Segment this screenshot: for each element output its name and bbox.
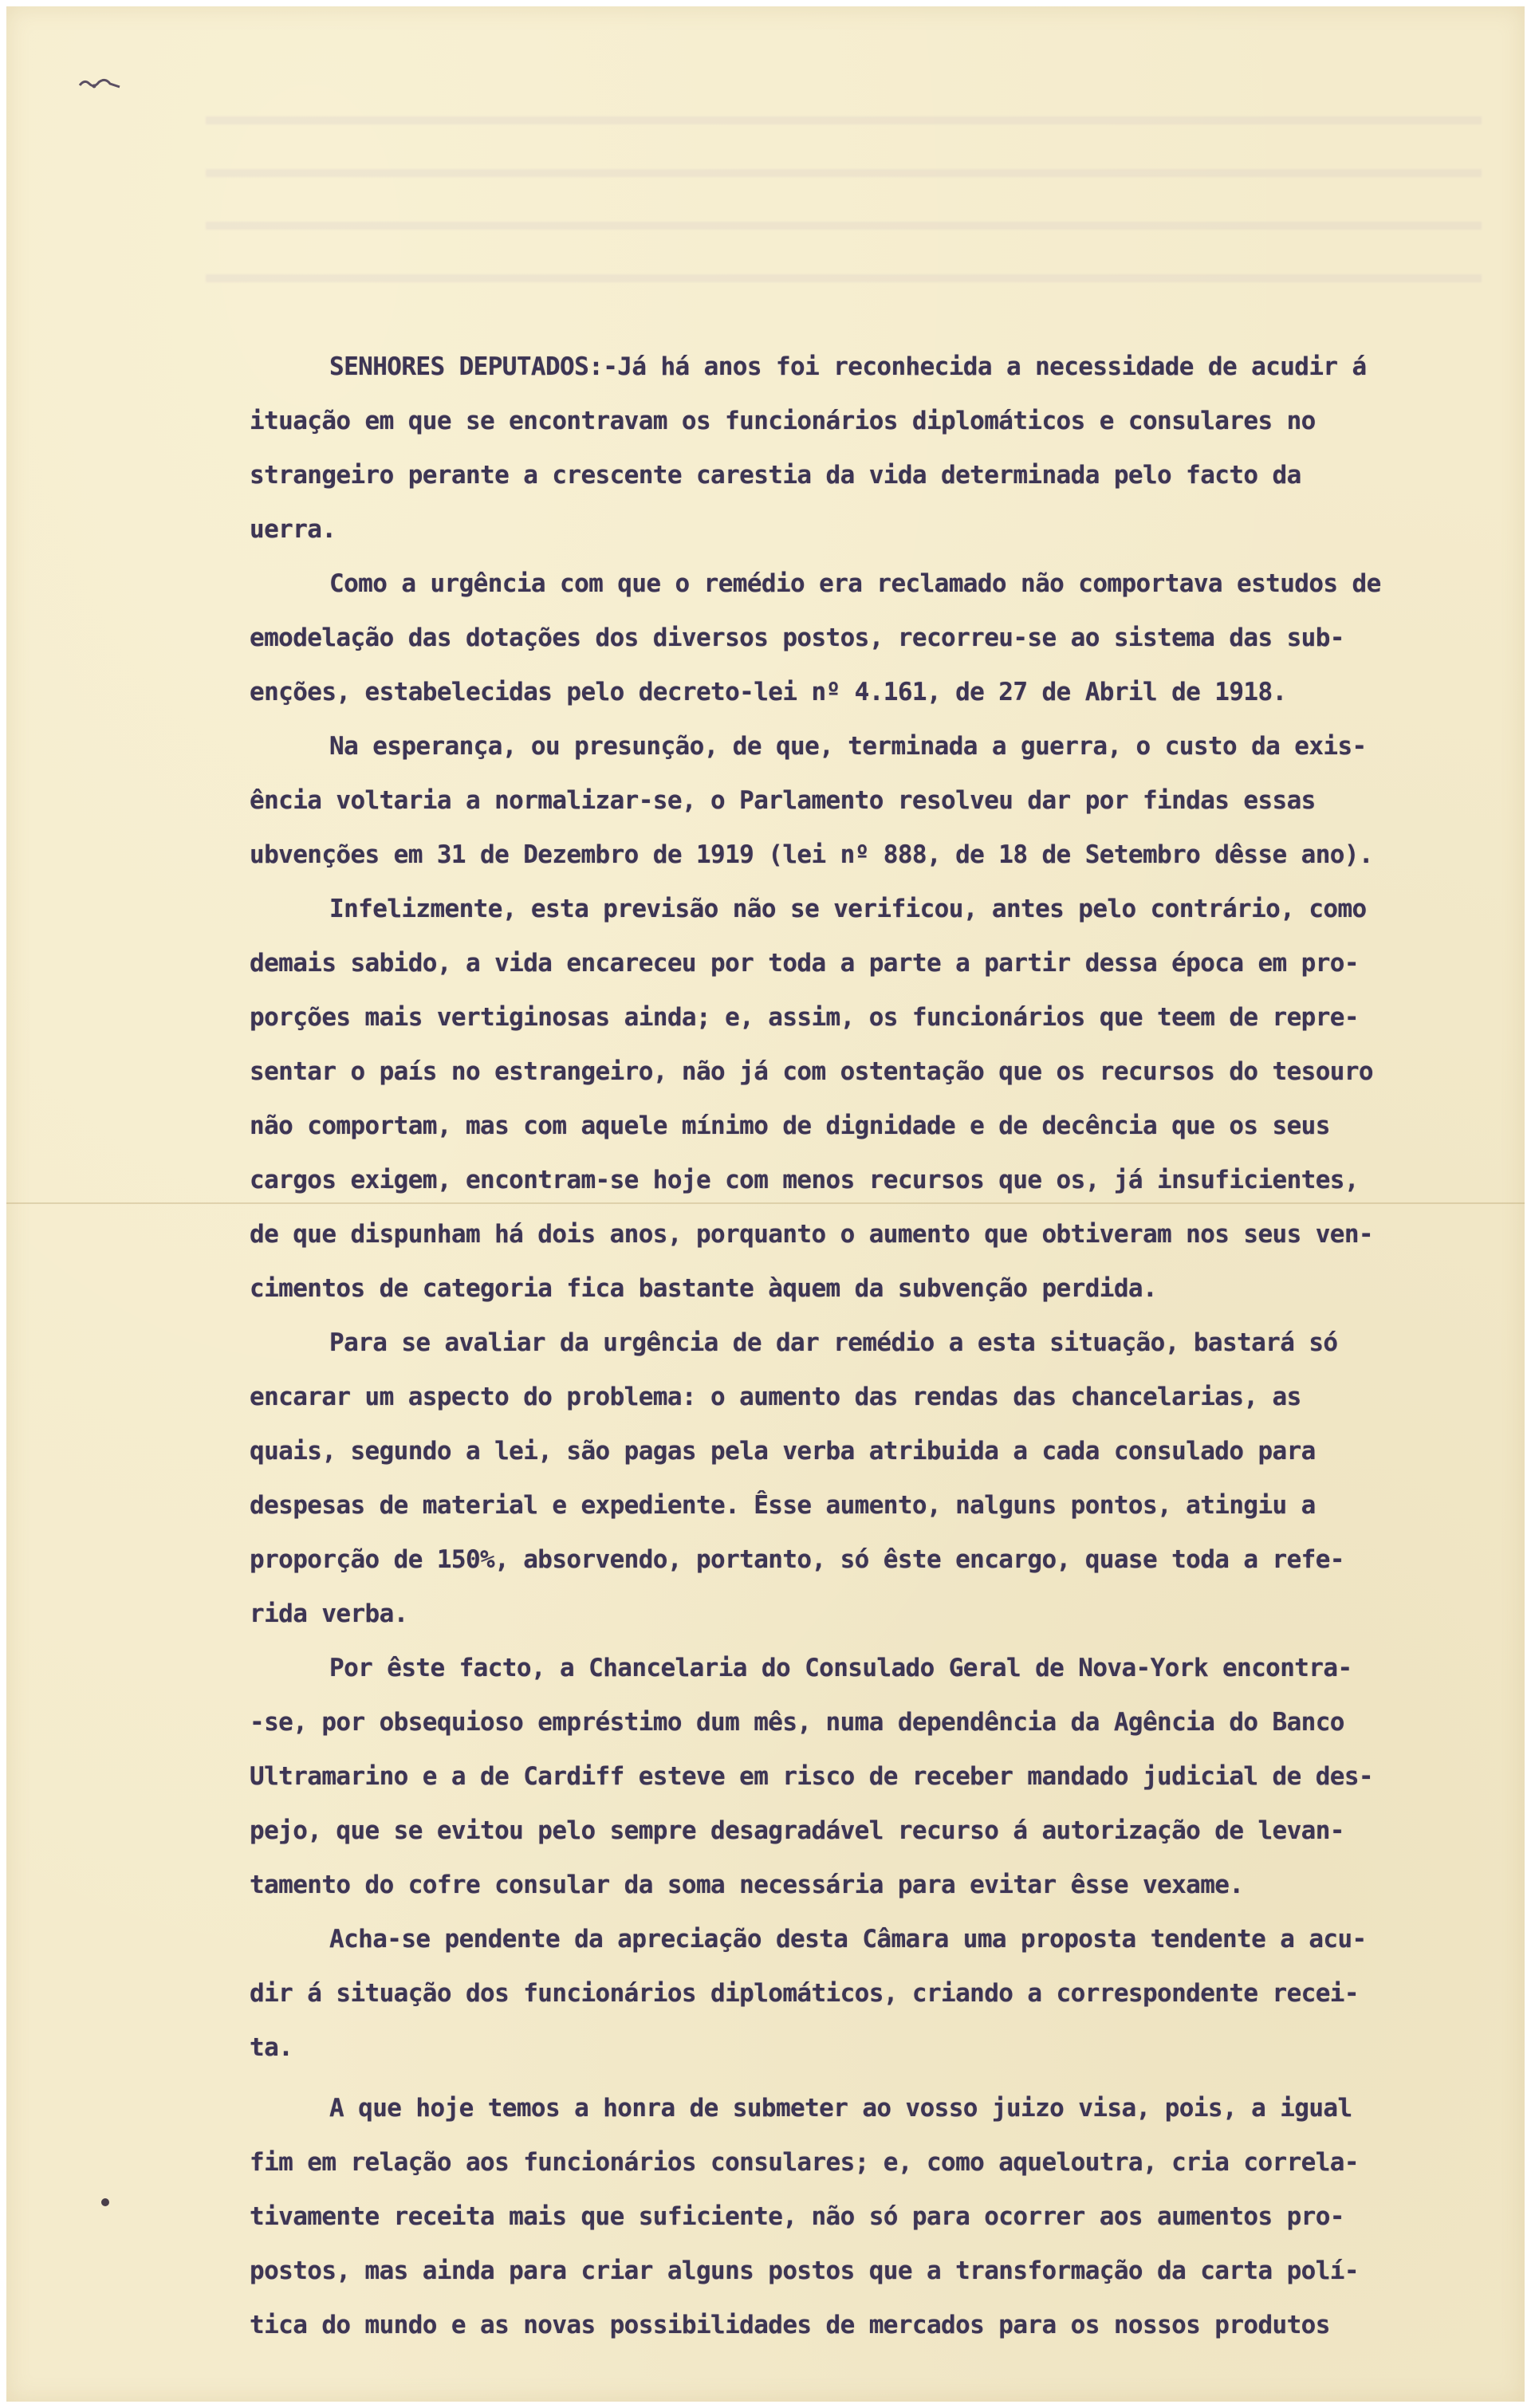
text-line: -se, por obsequioso empréstimo dum mês, numa dependência da Agência do Banco	[250, 1708, 1344, 1737]
text-line: A que hoje temos a honra de submeter ao vosso juizo visa, pois, a igual	[329, 2094, 1352, 2123]
text-line: Acha-se pendente da apreciação desta Câmara uma proposta tendente a acu-	[329, 1925, 1367, 1954]
text-line: sentar o país no estrangeiro, não já com ostentação que os recursos do tesouro	[250, 1057, 1373, 1086]
text-line: Para se avaliar da urgência de dar remédio a esta situação, bastará só	[329, 1328, 1338, 1357]
text-line: fim em relação aos funcionários consulares; e, como aqueloutra, cria correla-	[250, 2148, 1359, 2177]
text-line: rida verba.	[250, 1599, 408, 1628]
text-line: ência voltaria a normalizar-se, o Parlamento resolveu dar por findas essas	[250, 786, 1316, 815]
text-line: tica do mundo e as novas possibilidades de mercados para os nossos produtos	[250, 2311, 1330, 2339]
show-through-text	[206, 86, 1482, 325]
text-line: SENHORES DEPUTADOS:-Já há anos foi reconhecida a necessidade de acudir á	[329, 352, 1367, 381]
ink-smudge-mark	[78, 74, 121, 92]
text-line: enções, estabelecidas pelo decreto-lei nº 4.161, de 27 de Abril de 1918.	[250, 678, 1287, 706]
text-line: tamento do cofre consular da soma necessária para evitar êsse vexame.	[250, 1871, 1244, 1899]
text-line: strangeiro perante a crescente carestia da vida determinada pelo facto da	[250, 461, 1301, 490]
text-line: emodelação das dotações dos diversos postos, recorreu-se ao sistema das sub-	[250, 624, 1344, 652]
text-line: Na esperança, ou presunção, de que, terminada a guerra, o custo da exis-	[329, 732, 1367, 761]
text-line: de que dispunham há dois anos, porquanto o aumento que obtiveram nos seus ven-	[250, 1220, 1373, 1249]
text-line: tivamente receita mais que suficiente, não só para ocorrer aos aumentos pro-	[250, 2202, 1344, 2231]
text-line: cimentos de categoria fica bastante àquem da subvenção perdida.	[250, 1274, 1158, 1303]
text-line: quais, segundo a lei, são pagas pela verba atribuida a cada consulado para	[250, 1437, 1316, 1466]
text-line: ta.	[250, 2033, 293, 2062]
text-line: Infelizmente, esta previsão não se verificou, antes pelo contrário, como	[329, 895, 1367, 923]
text-line: demais sabido, a vida encareceu por toda a parte a partir dessa época em pro-	[250, 949, 1359, 978]
typewritten-body	[250, 340, 1462, 2352]
text-line: ituação em que se encontravam os funcionários diplomáticos e consulares no	[250, 407, 1316, 435]
text-line: proporção de 150%, absorvendo, portanto, só êste encargo, quase toda a refe-	[250, 1545, 1344, 1574]
text-line: encarar um aspecto do problema: o aumento das rendas das chancelarias, as	[250, 1383, 1301, 1411]
text-line: cargos exigem, encontram-se hoje com menos recursos que os, já insuficientes,	[250, 1166, 1359, 1194]
text-line: ubvenções em 31 de Dezembro de 1919 (lei nº 888, de 18 de Setembro dêsse ano).	[250, 840, 1373, 869]
text-line: despesas de material e expediente. Êsse aumento, nalguns pontos, atingiu a	[250, 1491, 1316, 1520]
text-line: Por êste facto, a Chancelaria do Consulado Geral de Nova-York encontra-	[329, 1654, 1352, 1682]
ink-dot-mark	[98, 2195, 112, 2209]
text-line: não comportam, mas com aquele mínimo de dignidade e de decência que os seus	[250, 1112, 1330, 1140]
text-line: dir á situação dos funcionários diplomáticos, criando a correspondente recei-	[250, 1979, 1359, 2008]
text-line: postos, mas ainda para criar alguns postos que a transformação da carta polí-	[250, 2257, 1359, 2285]
text-line: porções mais vertiginosas ainda; e, assim, os funcionários que teem de repre-	[250, 1003, 1359, 1032]
text-line: uerra.	[250, 515, 337, 544]
document-page	[6, 6, 1525, 2402]
text-line: Como a urgência com que o remédio era reclamado não comportava estudos de	[329, 569, 1381, 598]
text-line: Ultramarino e a de Cardiff esteve em risco de receber mandado judicial de des-	[250, 1762, 1373, 1791]
text-line: pejo, que se evitou pelo sempre desagradável recurso á autorização de levan-	[250, 1816, 1344, 1845]
